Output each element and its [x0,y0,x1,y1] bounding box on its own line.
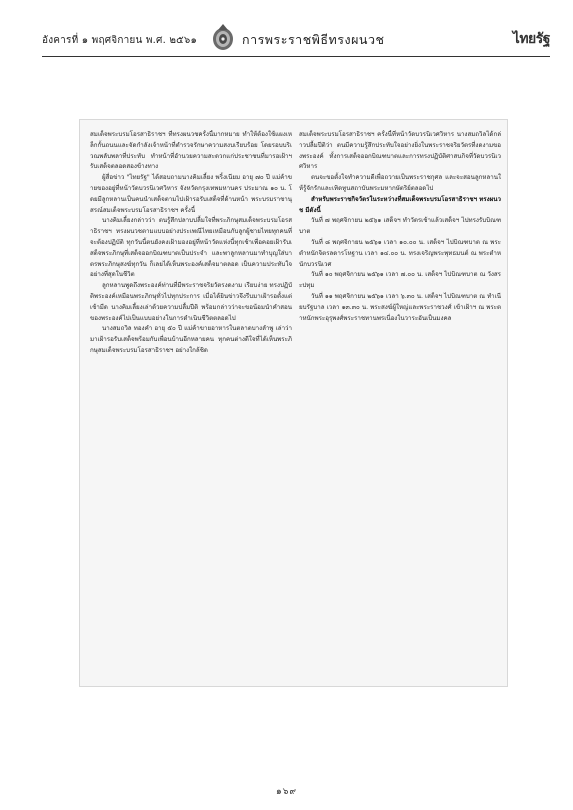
page-header [42,24,550,54]
paragraph: นางคิมเลี้ยงกล่าวว่า ตนรู้สึกปลาบปลื้มใจที่พระภิกษุสมเด็จพระบรมโอรสาธิราชฯ ทรงผนวชตามแบบอย่างประเพณีไทยเหมือนกับลูกผู้ชายไทยทุกคนที่จะต้องปฏิบัติ ทุกวันนี้ตนยังคงเฝ้ามองอยู่ที่หน้าวัดแห่งนี้ทุกเช้าเพื่อคอยเฝ้ารับเสด็จพระภิกษุที่เสด็จออกบิณฑบาตเป็นประจำ และพาลูกหลานมาทำบุญใส่บาตรพระภิกษุสงฆ์ทุกวัน ก็เลยได้เห็นพระองค์เสด็จมาตลอด เป็นความประทับใจอย่างที่สุดในชีวิต [90,217,292,279]
newspaper-logo: ไทยรัฐ [512,31,550,47]
header-divider [42,56,550,57]
header-date: อังคารที่ ๑ พฤศจิกายน พ.ศ. ๒๕๖๑ [42,35,197,46]
schedule-item: วันที่ ๘ พฤศจิกายน ๒๕๖๑ เวลา ๑๐.๐๐ น. เสด็จฯ ไปบิณฑบาต ณ พระตำหนักจิตรลดารโหฐาน เวลา ๑๔.๐๐ น. ทรงเจริญพระพุทธมนต์ ณ พระตำหนักบวรนิเวศ [299,238,501,268]
news-clipping [79,119,508,687]
paragraph: สมเด็จพระบรมโอรสาธิราชฯ ครั้งนี้ที่หน้าวัดบวรนิเวศวิหาร นางสมถวิลได้กล่าวปลื้มปีติว่า ตนมีความรู้สึกประทับใจอย่างยิ่งในพระราชจริยวัตรที่งดงามของพระองค์ ทั้งการเสด็จออกบิณฑบาตและการทรงปฏิบัติศาสนกิจที่วัดบวรนิเวศวิหาร [299,131,501,171]
schedule-heading: สำหรับพระราชกิจวัตรในระหว่างที่สมเด็จพระบรมโอรสาธิราชฯ ทรงผนวช มีดังนี้ [299,195,501,214]
article-left-column [90,130,292,676]
paragraph: นางสมถวิล ทองคำ อายุ ๕๐ ปี แม่ค้าขายอาหารในตลาดบางลำพู เล่าว่ามาเฝ้ารอรับเสด็จพร้อมกับเพื่อนบ้านอีกหลายคน ทุกคนต่างดีใจที่ได้เห็นพระภิกษุสมเด็จพระบรมโอรสาธิราชฯ อย่างใกล้ชิด [90,325,292,354]
schedule-item: วันที่ ๑๑ พฤศจิกายน ๒๕๖๑ เวลา ๖.๓๐ น. เสด็จฯ ไปบิณฑบาต ณ ทำเนียบรัฐบาล เวลา ๑๓.๓๐ น. พระสงฆ์ผู้ใหญ่และพระราชวงศ์ เข้าเฝ้าฯ ณ พระตำหนักพระอุรุพงศ์พระราชทานพรเนื่องในวาระอันเป็นมงคล [299,292,501,322]
paragraph: ผู้สื่อข่าว "ไทยรัฐ" ได้สอบถามนางคิมเลี้ยง พริ้งเนียม อายุ ๗๐ ปี แม่ค้าขายของอยู่ที่หน้าวัดบวรนิเวศวิหาร จังหวัดกรุงเทพมหานคร ประมาณ ๑๐ น. โดยมีลูกหลานเป็นคนนำเสด็จตามไปเฝ้ารอรับเสด็จที่ด้านหน้า พระบรมราชานุสรณ์สมเด็จพระบรมโอรสาธิราชฯ ครั้งนี้ [90,174,292,214]
royal-seal-icon [210,24,236,52]
schedule-item: วันที่ ๑๐ พฤศจิกายน ๒๕๖๑ เวลา ๗.๐๐ น. เสด็จฯ ไปบิณฑบาต ณ วังสระปทุม [299,271,501,290]
page-number: ๑๖๙ [275,787,298,797]
paragraph: สมเด็จพระบรมโอรสาธิราชฯ ที่ทรงผนวชครั้งนี้มากหมาย ทำให้ต้องใช้แผงเหล็กกั้นถนนและจัดกำลังเจ้าหน้าที่ตำรวจรักษาความสงบเรียบร้อย โดยรอบบริเวณพลับพลาที่ประทับ ทำหน้าที่อำนวยความสะดวกแก่ประชาชนที่มารอเฝ้าฯ รับเสด็จตลอดสองข้างทาง [90,131,292,171]
schedule-item: วันที่ ๗ พฤศจิกายน ๒๕๖๑ เสด็จฯ ทำวัตรเช้าแล้วเสด็จฯ ไปทรงรับบิณฑบาต [299,217,501,236]
paragraph: ตนจะขอตั้งใจทำความดีเพื่อถวายเป็นพระราชกุศล และจะสอนลูกหลานให้รู้จักรักและเทิดทูนสถาบันพระมหากษัตริย์ตลอดไป [299,174,501,192]
header-title: การพระราชพิธีทรงผนวช [242,32,385,47]
paragraph: ลูกหลานพูดถึงพระองค์ท่านที่มีพระราชจริยวัตรงดงาม เรียบง่าย ทรงปฏิบัติพระองค์เหมือนพระภิกษุทั่วไปทุกประการ เมื่อได้ยินข่าวจึงรีบมาเฝ้ารอตั้งแต่เช้ามืด นางคิมเลี้ยงเล่าด้วยความปลื้มปีติ พร้อมกล่าวว่าจะขอน้อมนำคำสอนของพระองค์ไปเป็นแบบอย่างในการดำเนินชีวิตตลอดไป [90,282,292,322]
article-right-column [299,130,501,676]
